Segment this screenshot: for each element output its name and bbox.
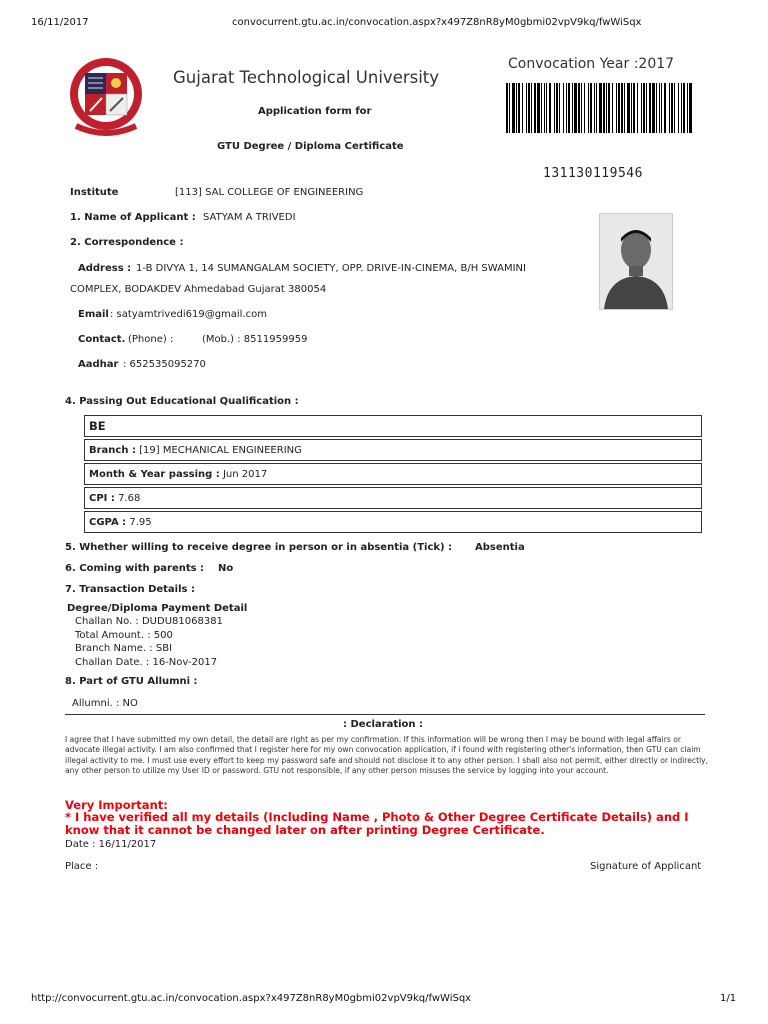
name-label: 1. Name of Applicant : [70,212,196,223]
cpi-cell [84,487,702,509]
branch-value: [19] MECHANICAL ENGINEERING [139,444,302,456]
form-title-line1: Application form for [258,106,372,117]
email-value: : satyamtrivedi619@gmail.com [110,309,267,320]
q6-value: No [218,563,234,574]
cpi-label: CPI : [89,492,115,504]
branch-name: Branch Name. : SBI [75,643,173,654]
address-line2: COMPLEX, BODAKDEV Ahmedabad Gujarat 380054 [70,284,327,295]
aadhar-value: : 652535095270 [123,359,206,370]
important-line2: know that it cannot be changed later on after printing Degree Certificate. [65,823,545,837]
cpi-value: 7.68 [118,492,141,504]
cgpa-label: CGPA : [89,516,127,528]
total-amount: Total Amount. : 500 [75,630,173,641]
q6-label: 6. Coming with parents : [65,563,205,574]
degree-cell [84,415,702,437]
cgpa-cell [84,511,702,533]
month-label: Month & Year passing : [89,468,220,480]
cgpa-value: 7.95 [129,516,152,528]
signature-label: Signature of Applicant [590,861,702,872]
branch-label: Branch : [89,444,136,456]
q7-label: 7. Transaction Details : [65,584,195,595]
applicant-photo [599,213,673,310]
correspondence-label: 2. Correspondence : [70,237,184,248]
email-label: Email [78,309,109,320]
print-page-count: 1/1 [720,993,737,1004]
declaration-place: Place : [65,861,99,872]
branch-cell [84,439,702,461]
important-title: Very Important: [65,798,168,812]
declaration-date: Date : 16/11/2017 [65,839,157,850]
university-name: Gujarat Technological University [173,68,440,87]
convocation-year: Convocation Year :2017 [508,56,675,72]
qualification-table [84,413,702,535]
address-label: Address : [78,263,132,274]
month-cell [84,463,702,485]
q8-label: 8. Part of GTU Allumni : [65,676,198,687]
declaration-text: I agree that I have submitted my own detail, the detail are right as per my confirmation. If this information will be wrong then I may be bound with legal affairs or advocate illegal activity. I am also confirmed that I register here for my own convocation application, if i found with registering other's information, then GTU can claim illegal activity to me. I must use every effort to keep my password safe and should not disclose it to any other person. I shall also not permit, either directly or indirectly, any other person to utilize my User ID or password. GTU not responsible, if any other person misuses the service by logging into your account. [65,735,709,776]
institute-label: Institute [70,187,119,198]
print-url-header: convocurrent.gtu.ac.in/convocation.aspx?x497Z8nR8yM0gbmi02vpV9kq/fwWiSqx [232,17,642,28]
barcode-number: 131130119546 [543,166,643,181]
contact-label: Contact. [78,334,126,345]
declaration-divider [65,714,705,715]
barcode [506,83,692,133]
form-title-line2: GTU Degree / Diploma Certificate [217,141,404,152]
name-value: SATYAM A TRIVEDI [203,212,296,223]
university-logo [68,56,144,138]
q5-value: Absentia [475,542,525,553]
degree-value: BE [89,419,106,433]
month-value: Jun 2017 [222,468,268,480]
contact-mobile: (Mob.) : 8511959959 [202,334,308,345]
q5-label: 5. Whether willing to receive degree in person or in absentia (Tick) : [65,542,453,553]
challan-date: Challan Date. : 16-Nov-2017 [75,657,218,668]
qualification-label: 4. Passing Out Educational Qualification : [65,396,299,407]
print-url-footer: http://convocurrent.gtu.ac.in/convocation.aspx?x497Z8nR8yM0gbmi02vpV9kq/fwWiSqx [31,993,472,1004]
address-line1: 1-B DIVYA 1, 14 SUMANGALAM SOCIETY, OPP. DRIVE-IN-CINEMA, B/H SWAMINI [136,263,526,274]
print-date: 16/11/2017 [31,17,89,28]
payment-title: Degree/Diploma Payment Detail [67,603,248,614]
aadhar-label: Aadhar [78,359,119,370]
challan-no: Challan No. : DUDU81068381 [75,616,223,627]
important-line1: * I have verified all my details (Including Name , Photo & Other Degree Certificate Details) and I [65,810,689,824]
alumni-value: Allumni. : NO [72,698,138,709]
institute-value: [113] SAL COLLEGE OF ENGINEERING [175,187,364,198]
contact-phone: (Phone) : [128,334,174,345]
declaration-title: : Declaration : [343,719,424,730]
